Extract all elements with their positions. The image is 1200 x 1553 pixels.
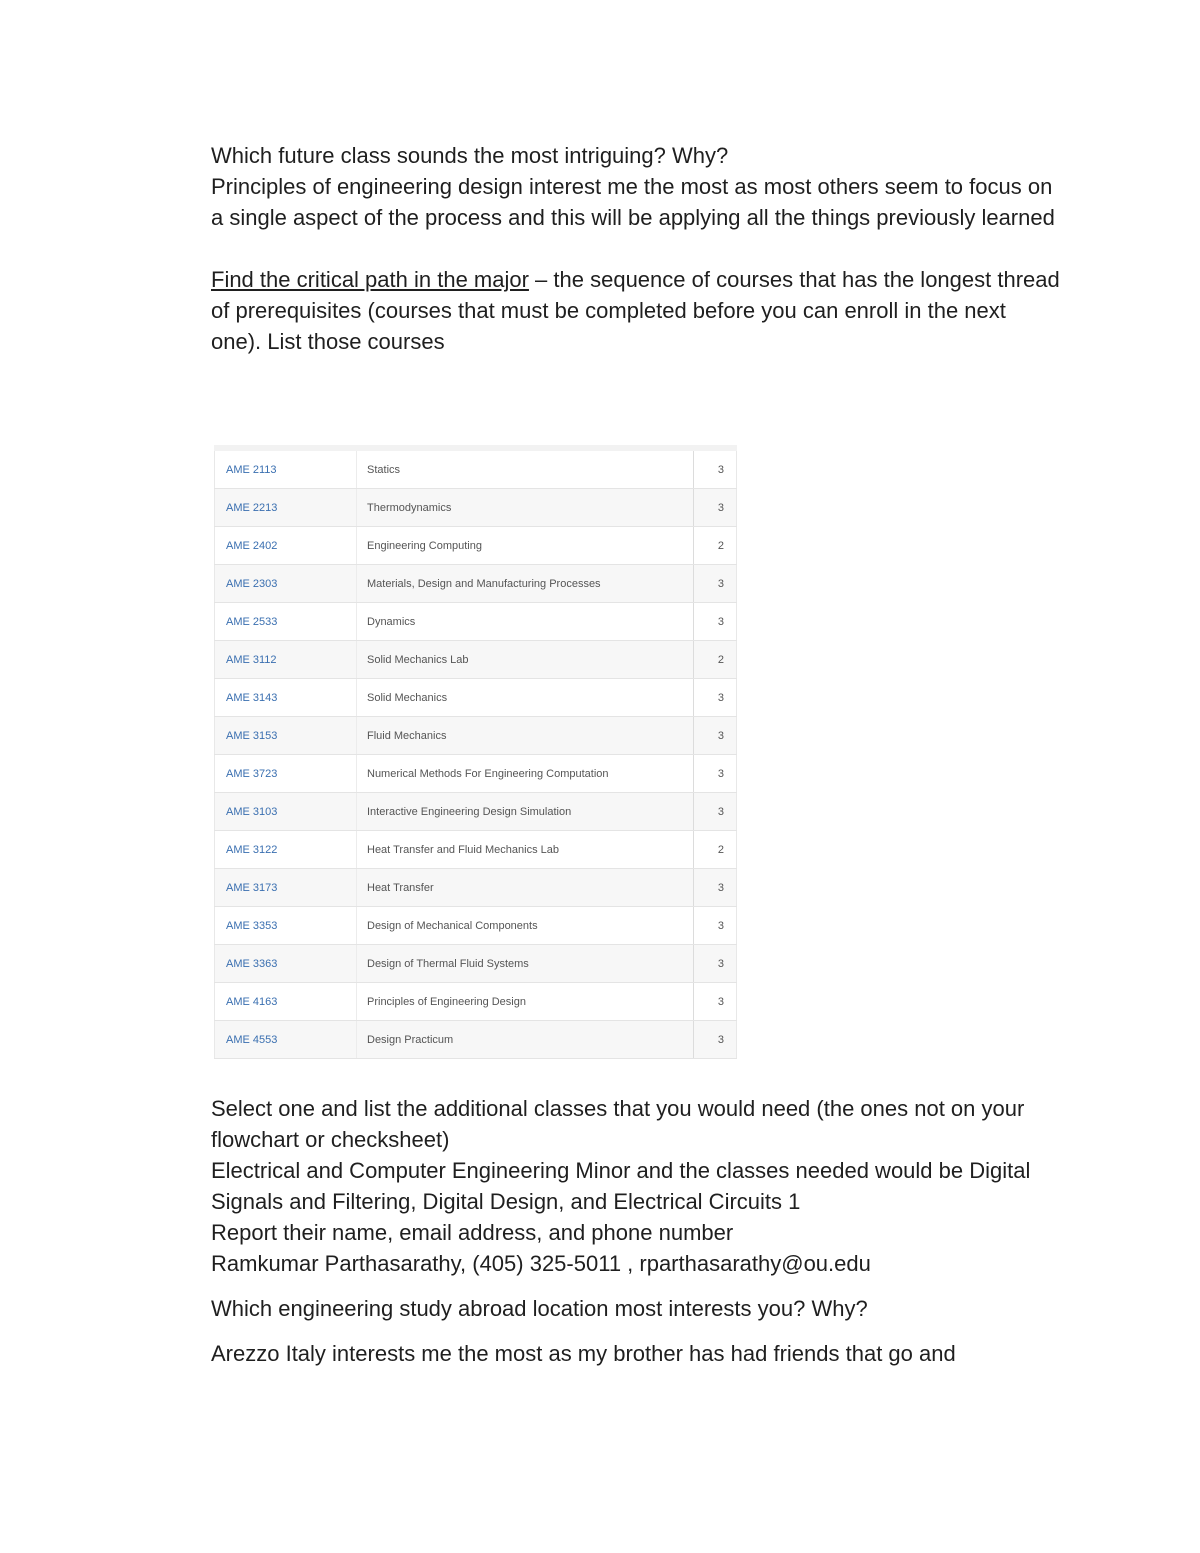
course-code-link[interactable]: AME 3173	[215, 869, 357, 907]
course-title: Statics	[357, 448, 694, 489]
question-study-abroad: Which engineering study abroad location most interests you? Why?	[211, 1296, 868, 1321]
course-row	[215, 945, 737, 983]
course-credit-hours: 3	[694, 983, 737, 1021]
course-code-link[interactable]: AME 2213	[215, 489, 357, 527]
course-title: Design of Thermal Fluid Systems	[357, 945, 694, 983]
course-row	[215, 603, 737, 641]
course-credit-hours: 3	[694, 793, 737, 831]
course-row	[215, 527, 737, 565]
course-credit-hours: 3	[694, 907, 737, 945]
course-credit-hours: 3	[694, 489, 737, 527]
course-row	[215, 907, 737, 945]
course-credit-hours: 2	[694, 831, 737, 869]
course-row	[215, 679, 737, 717]
course-title: Solid Mechanics	[357, 679, 694, 717]
course-title: Engineering Computing	[357, 527, 694, 565]
course-title: Fluid Mechanics	[357, 717, 694, 755]
course-row	[215, 489, 737, 527]
course-title: Interactive Engineering Design Simulation	[357, 793, 694, 831]
course-row	[215, 717, 737, 755]
course-code-link[interactable]: AME 2402	[215, 527, 357, 565]
question-additional-classes: Select one and list the additional classes that you would need (the ones not on your flowchart or checksheet)	[211, 1096, 1025, 1152]
course-code-link[interactable]: AME 4163	[215, 983, 357, 1021]
course-code-link[interactable]: AME 2113	[215, 448, 357, 489]
course-row	[215, 793, 737, 831]
course-code-link[interactable]: AME 3143	[215, 679, 357, 717]
course-code-link[interactable]: AME 3363	[215, 945, 357, 983]
course-code-link[interactable]: AME 3112	[215, 641, 357, 679]
course-code-link[interactable]: AME 3153	[215, 717, 357, 755]
course-code-link[interactable]: AME 3103	[215, 793, 357, 831]
course-title: Design of Mechanical Components	[357, 907, 694, 945]
course-credit-hours: 3	[694, 945, 737, 983]
answer-additional-classes: Electrical and Computer Engineering Minor and the classes needed would be Digital Signals and Filtering, Digital Design, and Electrical Circuits 1	[211, 1158, 1031, 1214]
course-code-link[interactable]: AME 2533	[215, 603, 357, 641]
course-credit-hours: 3	[694, 1021, 737, 1059]
answer-study-abroad: Arezzo Italy interests me the most as my brother has had friends that go and	[211, 1341, 956, 1366]
course-row	[215, 983, 737, 1021]
course-code-link[interactable]: AME 3723	[215, 755, 357, 793]
course-title: Numerical Methods For Engineering Computation	[357, 755, 694, 793]
course-row	[215, 1021, 737, 1059]
course-title: Heat Transfer and Fluid Mechanics Lab	[357, 831, 694, 869]
critical-path-link-text: Find the critical path in the major	[211, 267, 529, 292]
document-body	[211, 140, 1061, 1369]
course-credit-hours: 3	[694, 448, 737, 489]
critical-path-prompt	[211, 264, 1061, 357]
course-row	[215, 869, 737, 907]
course-code-link[interactable]: AME 4553	[215, 1021, 357, 1059]
contact-info: Ramkumar Parthasarathy, (405) 325-5011 , rparthasarathy@ou.edu	[211, 1251, 871, 1276]
course-credit-hours: 3	[694, 755, 737, 793]
contact-prompt: Report their name, email address, and phone number	[211, 1220, 734, 1245]
course-title: Thermodynamics	[357, 489, 694, 527]
course-code-link[interactable]: AME 3353	[215, 907, 357, 945]
course-title: Solid Mechanics Lab	[357, 641, 694, 679]
course-credit-hours: 2	[694, 527, 737, 565]
course-title: Materials, Design and Manufacturing Processes	[357, 565, 694, 603]
course-credit-hours: 3	[694, 869, 737, 907]
course-row	[215, 641, 737, 679]
course-title: Heat Transfer	[357, 869, 694, 907]
course-title: Principles of Engineering Design	[357, 983, 694, 1021]
course-credit-hours: 3	[694, 679, 737, 717]
course-title: Dynamics	[357, 603, 694, 641]
course-row	[215, 831, 737, 869]
course-row	[215, 565, 737, 603]
course-credit-hours: 2	[694, 641, 737, 679]
critical-path-course-table	[214, 445, 737, 1059]
question-future-class: Which future class sounds the most intriguing? Why?	[211, 143, 729, 168]
course-credit-hours: 3	[694, 565, 737, 603]
course-credit-hours: 3	[694, 717, 737, 755]
course-credit-hours: 3	[694, 603, 737, 641]
course-row	[215, 448, 737, 489]
answer-future-class: Principles of engineering design interest me the most as most others seem to focus on a single aspect of the process and this will be applying all the things previously learned	[211, 174, 1055, 230]
course-row	[215, 755, 737, 793]
critical-path-description: – the sequence of courses that has the longest thread of prerequisites (courses that must be completed before you can enroll in the next one). List those courses	[211, 267, 1060, 354]
course-code-link[interactable]: AME 3122	[215, 831, 357, 869]
course-code-link[interactable]: AME 2303	[215, 565, 357, 603]
course-title: Design Practicum	[357, 1021, 694, 1059]
